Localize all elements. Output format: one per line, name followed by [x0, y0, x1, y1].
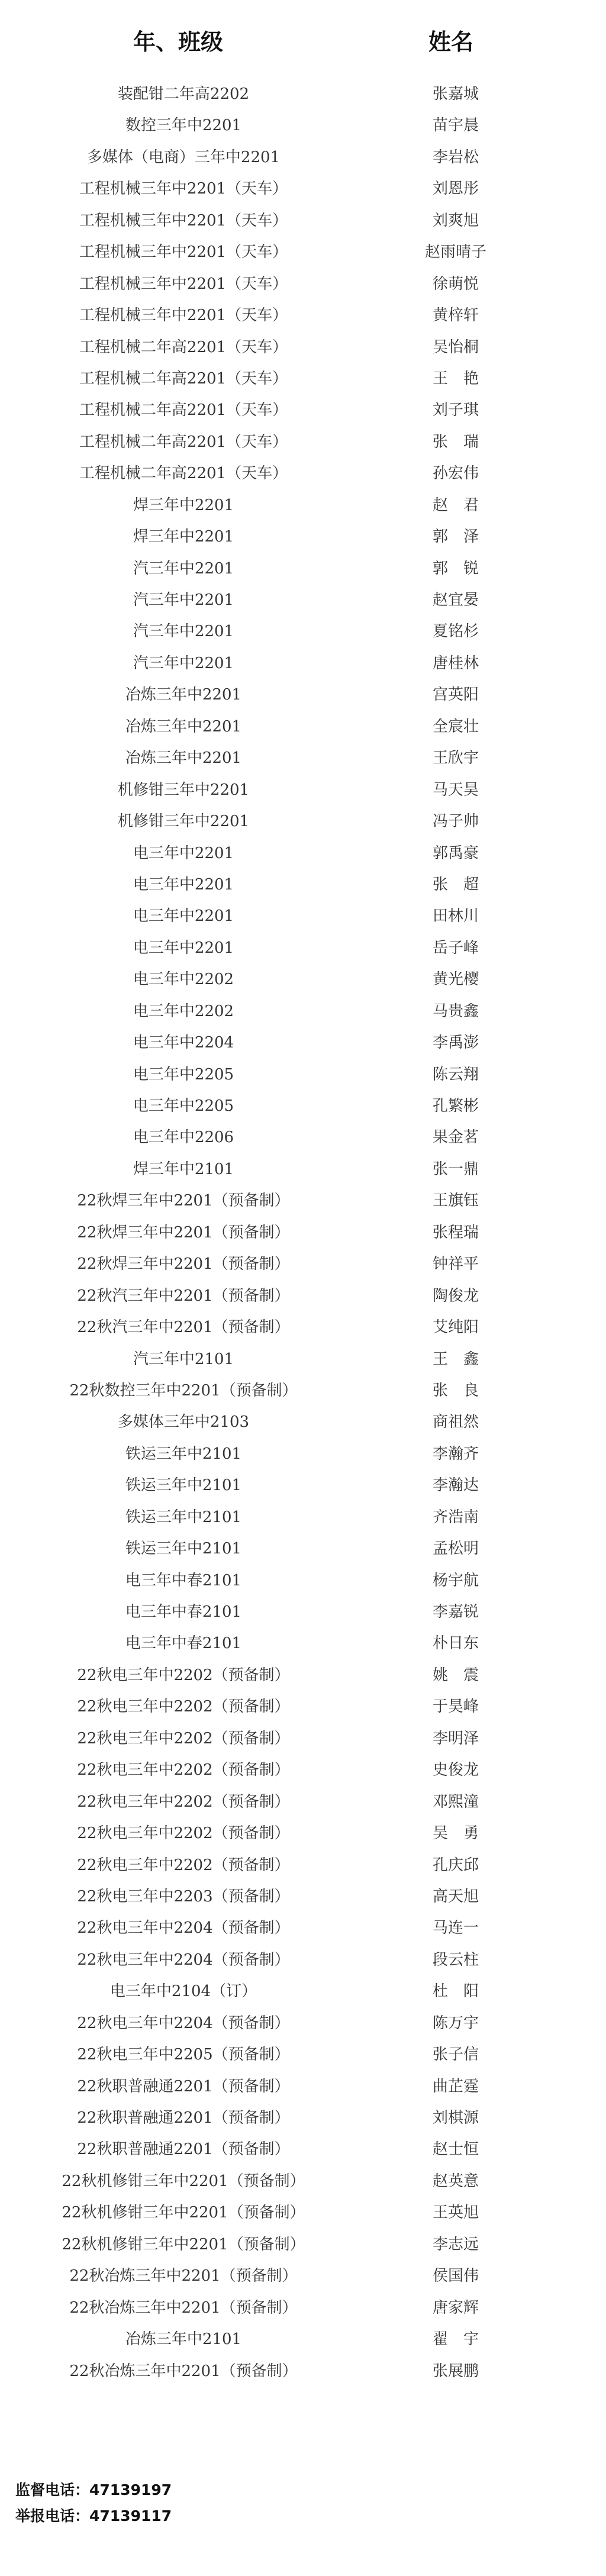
table-row — [0, 648, 606, 679]
name-cell: 刘棋源 — [432, 2109, 479, 2127]
class-cell: 工程机械三年中2201（天车） — [79, 180, 288, 198]
class-cell: 冶炼三年中2201 — [125, 749, 242, 768]
name-cell: 王 艳 — [432, 369, 479, 388]
class-cell: 工程机械二年高2201（天车） — [79, 369, 288, 388]
name-cell: 王旗钰 — [432, 1192, 479, 1210]
name-cell: 张一鼎 — [432, 1160, 479, 1178]
table-row — [0, 1502, 606, 1533]
name-cell: 吴怡桐 — [432, 338, 479, 356]
name-cell: 郭 泽 — [432, 528, 479, 546]
name-cell: 张子信 — [432, 2046, 479, 2064]
name-cell: 黄光樱 — [432, 971, 479, 989]
class-cell: 电三年中2201 — [133, 939, 234, 957]
table-row — [0, 2324, 606, 2355]
class-cell: 电三年中春2101 — [125, 1634, 242, 1653]
class-cell: 22秋机修钳三年中2201（预备制） — [62, 2235, 305, 2253]
table-row — [0, 1818, 606, 1849]
name-cell: 孟松明 — [432, 1540, 479, 1558]
class-cell: 机修钳三年中2201 — [117, 813, 250, 831]
class-cell: 电三年中2205 — [133, 1097, 234, 1115]
class-cell: 22秋冶炼三年中2201（预备制） — [69, 2267, 298, 2285]
table-row — [0, 2293, 606, 2324]
table-row — [0, 395, 606, 426]
class-cell: 22秋电三年中2204（预备制） — [77, 1950, 290, 1969]
name-cell: 孔庆邱 — [432, 1856, 479, 1874]
name-cell: 曲芷霆 — [432, 2077, 479, 2095]
class-cell: 多媒体（电商）三年中2201 — [86, 148, 281, 166]
class-cell: 多媒体三年中2103 — [117, 1413, 250, 1432]
class-cell: 焊三年中2201 — [133, 528, 234, 546]
class-cell: 22秋机修钳三年中2201（预备制） — [62, 2172, 305, 2190]
name-cell: 张 超 — [432, 875, 479, 894]
name-cell: 夏铭杉 — [432, 623, 479, 641]
name-cell: 赵士恒 — [432, 2140, 479, 2159]
table-row — [0, 205, 606, 237]
class-cell: 22秋电三年中2202（预备制） — [77, 1792, 290, 1811]
table-row — [0, 743, 606, 774]
name-cell: 吴 勇 — [432, 1824, 479, 1843]
name-cell: 商祖然 — [432, 1413, 479, 1432]
table-row — [0, 173, 606, 205]
name-cell: 李禹澎 — [432, 1034, 479, 1052]
table-row — [0, 1122, 606, 1153]
table-row — [0, 1565, 606, 1597]
table-row — [0, 2008, 606, 2039]
name-cell: 冯子帅 — [432, 813, 479, 831]
name-cell: 王 鑫 — [432, 1350, 479, 1368]
supervise-phone: 监督电话：47139197 — [15, 2481, 172, 2498]
table-row — [0, 1597, 606, 1628]
class-cell: 22秋汽三年中2201（预备制） — [77, 1318, 290, 1337]
contact-footer — [15, 2477, 172, 2529]
name-cell: 史俊龙 — [432, 1761, 479, 1779]
name-cell: 陈云翔 — [432, 1065, 479, 1084]
table-row — [0, 2166, 606, 2197]
name-cell: 朴日东 — [432, 1634, 479, 1653]
class-cell: 工程机械二年高2201（天车） — [79, 433, 288, 451]
table-row — [0, 1154, 606, 1185]
table-row — [0, 458, 606, 489]
name-cell: 侯国伟 — [432, 2267, 479, 2285]
table-row — [0, 490, 606, 521]
name-cell: 齐浩南 — [432, 1508, 479, 1526]
table-row — [0, 2356, 606, 2387]
table-row — [0, 838, 606, 869]
table-row — [0, 1281, 606, 1312]
table-row — [0, 1881, 606, 1913]
table-row — [0, 964, 606, 995]
class-cell: 电三年中2202 — [133, 971, 234, 989]
name-column-header: 姓名 — [428, 29, 474, 55]
name-cell: 孙宏伟 — [432, 465, 479, 483]
table-row — [0, 1850, 606, 1881]
class-cell: 22秋冶炼三年中2201（预备制） — [69, 2362, 298, 2380]
class-cell: 电三年中2201 — [133, 875, 234, 894]
table-row — [0, 1628, 606, 1659]
class-cell: 冶炼三年中2101 — [125, 2330, 242, 2349]
table-row — [0, 1723, 606, 1755]
name-cell: 李志远 — [432, 2235, 479, 2253]
name-cell: 刘恩彤 — [432, 180, 479, 198]
table-row — [0, 1185, 606, 1217]
name-cell: 岳子峰 — [432, 939, 479, 957]
name-cell: 张 良 — [432, 1381, 479, 1400]
class-cell: 焊三年中2201 — [133, 496, 234, 514]
table-row — [0, 1375, 606, 1407]
class-cell: 数控三年中2201 — [125, 117, 242, 135]
class-cell: 22秋焊三年中2201（预备制） — [77, 1223, 290, 1242]
name-cell: 赵宜晏 — [432, 591, 479, 609]
table-row — [0, 996, 606, 1027]
report-phone: 举报电话：47139117 — [15, 2507, 172, 2525]
class-cell: 22秋职普融通2201（预备制） — [77, 2077, 290, 2095]
name-cell: 李瀚达 — [432, 1476, 479, 1495]
class-cell: 22秋冶炼三年中2201（预备制） — [69, 2298, 298, 2317]
table-row — [0, 427, 606, 458]
class-cell: 电三年中2201 — [133, 844, 234, 862]
class-cell: 22秋职普融通2201（预备制） — [77, 2140, 290, 2159]
name-cell: 唐桂林 — [432, 654, 479, 672]
table-row — [0, 1787, 606, 1818]
class-cell: 焊三年中2101 — [133, 1160, 234, 1178]
table-row — [0, 332, 606, 363]
class-cell: 22秋电三年中2202（预备制） — [77, 1824, 290, 1843]
table-row — [0, 1059, 606, 1091]
table-row — [0, 363, 606, 395]
class-cell: 电三年中2104（订） — [109, 1982, 257, 2001]
table-row — [0, 616, 606, 647]
class-cell: 22秋数控三年中2201（预备制） — [69, 1381, 298, 1400]
table-row — [0, 1249, 606, 1280]
table-row — [0, 1439, 606, 1470]
name-cell: 李瀚齐 — [432, 1445, 479, 1463]
table-row — [0, 1913, 606, 1944]
name-cell: 陈万宇 — [432, 2014, 479, 2032]
table-row — [0, 679, 606, 711]
table-row — [0, 1091, 606, 1122]
name-cell: 田林川 — [432, 907, 479, 926]
name-cell: 钟祥平 — [432, 1255, 479, 1274]
name-cell: 艾纯阳 — [432, 1318, 479, 1337]
name-cell: 郭禹豪 — [432, 844, 479, 862]
class-cell: 22秋电三年中2203（预备制） — [77, 1887, 290, 1906]
table-row — [0, 553, 606, 585]
table-body — [0, 79, 606, 2387]
table-row — [0, 79, 606, 110]
class-cell: 22秋电三年中2204（预备制） — [77, 1919, 290, 1937]
name-cell: 邓熙潼 — [432, 1792, 479, 1811]
class-cell: 22秋焊三年中2201（预备制） — [77, 1192, 290, 1210]
name-cell: 李岩松 — [432, 148, 479, 166]
name-cell: 李明泽 — [432, 1729, 479, 1748]
class-cell: 铁运三年中2101 — [125, 1540, 242, 1558]
table-row — [0, 869, 606, 901]
class-cell: 工程机械二年高2201（天车） — [79, 338, 288, 356]
class-cell: 工程机械三年中2201（天车） — [79, 275, 288, 293]
name-cell: 张 瑞 — [432, 433, 479, 451]
class-cell: 工程机械三年中2201（天车） — [79, 243, 288, 262]
table-row — [0, 711, 606, 743]
table-row — [0, 2229, 606, 2261]
name-cell: 宫英阳 — [432, 686, 479, 704]
table-row — [0, 1976, 606, 2007]
table-row — [0, 1660, 606, 1691]
name-cell: 杜 阳 — [432, 1982, 479, 2001]
class-cell: 电三年中2205 — [133, 1065, 234, 1084]
table-row — [0, 2197, 606, 2229]
name-cell: 刘爽旭 — [432, 211, 479, 230]
class-cell: 电三年中2206 — [133, 1129, 234, 1147]
class-cell: 22秋电三年中2202（预备制） — [77, 1666, 290, 1684]
name-cell: 唐家辉 — [432, 2298, 479, 2317]
name-cell: 赵英意 — [432, 2172, 479, 2190]
table-row — [0, 237, 606, 268]
table-row — [0, 142, 606, 173]
name-cell: 王欣宇 — [432, 749, 479, 768]
table-row — [0, 1470, 606, 1501]
name-cell: 郭 锐 — [432, 559, 479, 578]
table-row — [0, 901, 606, 932]
name-cell: 赵 君 — [432, 496, 479, 514]
name-cell: 黄梓轩 — [432, 307, 479, 325]
class-cell: 铁运三年中2101 — [125, 1445, 242, 1463]
class-cell: 冶炼三年中2201 — [125, 686, 242, 704]
name-cell: 于昊峰 — [432, 1698, 479, 1716]
table-row — [0, 521, 606, 553]
class-cell: 汽三年中2101 — [133, 1350, 234, 1368]
name-cell: 姚 震 — [432, 1666, 479, 1684]
name-cell: 全宸壮 — [432, 717, 479, 736]
name-cell: 李嘉锐 — [432, 1603, 479, 1621]
class-cell: 装配钳二年高2202 — [117, 85, 250, 103]
table-row — [0, 1691, 606, 1723]
class-cell: 电三年中2202 — [133, 1002, 234, 1020]
table-row — [0, 1945, 606, 1976]
name-cell: 赵雨晴子 — [424, 243, 486, 262]
class-cell: 汽三年中2201 — [133, 623, 234, 641]
name-cell: 陶俊龙 — [432, 1287, 479, 1305]
class-cell: 22秋职普融通2201（预备制） — [77, 2109, 290, 2127]
name-cell: 张展鹏 — [432, 2362, 479, 2380]
name-cell: 苗宇晨 — [432, 117, 479, 135]
table-row — [0, 110, 606, 141]
class-cell: 汽三年中2201 — [133, 654, 234, 672]
name-cell: 翟 宇 — [432, 2330, 479, 2349]
table-row — [0, 300, 606, 331]
table-row — [0, 806, 606, 837]
name-cell: 王英旭 — [432, 2204, 479, 2222]
class-cell: 铁运三年中2101 — [125, 1476, 242, 1495]
name-cell: 杨宇航 — [432, 1571, 479, 1590]
table-row — [0, 2261, 606, 2292]
table-row — [0, 1755, 606, 1786]
class-cell: 电三年中2201 — [133, 907, 234, 926]
table-row — [0, 775, 606, 806]
table-row — [0, 1027, 606, 1059]
class-cell: 22秋电三年中2202（预备制） — [77, 1729, 290, 1748]
name-cell: 果金茗 — [432, 1129, 479, 1147]
class-cell: 22秋电三年中2204（预备制） — [77, 2014, 290, 2032]
table-row — [0, 1407, 606, 1438]
table-row — [0, 269, 606, 300]
table-row — [0, 585, 606, 616]
class-cell: 汽三年中2201 — [133, 591, 234, 609]
class-cell: 机修钳三年中2201 — [117, 781, 250, 799]
name-cell: 张嘉城 — [432, 85, 479, 103]
table-row — [0, 1312, 606, 1343]
class-cell: 22秋焊三年中2201（预备制） — [77, 1255, 290, 1274]
name-cell: 刘子琪 — [432, 401, 479, 420]
name-cell: 马天昊 — [432, 781, 479, 799]
class-column-header: 年、班级 — [133, 29, 224, 55]
class-cell: 冶炼三年中2201 — [125, 717, 242, 736]
class-cell: 22秋机修钳三年中2201（预备制） — [62, 2204, 305, 2222]
class-cell: 电三年中春2101 — [125, 1603, 242, 1621]
name-cell: 张程瑞 — [432, 1223, 479, 1242]
name-cell: 徐萌悦 — [432, 275, 479, 293]
table-row — [0, 933, 606, 964]
class-cell: 工程机械三年中2201（天车） — [79, 211, 288, 230]
table-row — [0, 2071, 606, 2103]
table-row — [0, 1344, 606, 1375]
table-row — [0, 2134, 606, 2165]
class-cell: 工程机械二年高2201（天车） — [79, 401, 288, 420]
class-cell: 铁运三年中2101 — [125, 1508, 242, 1526]
class-cell: 工程机械三年中2201（天车） — [79, 307, 288, 325]
class-cell: 汽三年中2201 — [133, 559, 234, 578]
table-row — [0, 2039, 606, 2071]
class-cell: 22秋汽三年中2201（预备制） — [77, 1287, 290, 1305]
class-cell: 工程机械二年高2201（天车） — [79, 465, 288, 483]
class-cell: 22秋电三年中2205（预备制） — [77, 2046, 290, 2064]
class-cell: 电三年中春2101 — [125, 1571, 242, 1590]
name-cell: 马贵鑫 — [432, 1002, 479, 1020]
table-row — [0, 1217, 606, 1249]
table-row — [0, 2103, 606, 2134]
class-cell: 22秋电三年中2202（预备制） — [77, 1698, 290, 1716]
table-row — [0, 1533, 606, 1565]
name-cell: 孔繁彬 — [432, 1097, 479, 1115]
table-header — [0, 24, 606, 71]
class-cell: 22秋电三年中2202（预备制） — [77, 1856, 290, 1874]
name-cell: 马连一 — [432, 1919, 479, 1937]
name-cell: 段云柱 — [432, 1950, 479, 1969]
name-cell: 高天旭 — [432, 1887, 479, 1906]
class-cell: 电三年中2204 — [133, 1034, 234, 1052]
class-cell: 22秋电三年中2202（预备制） — [77, 1761, 290, 1779]
